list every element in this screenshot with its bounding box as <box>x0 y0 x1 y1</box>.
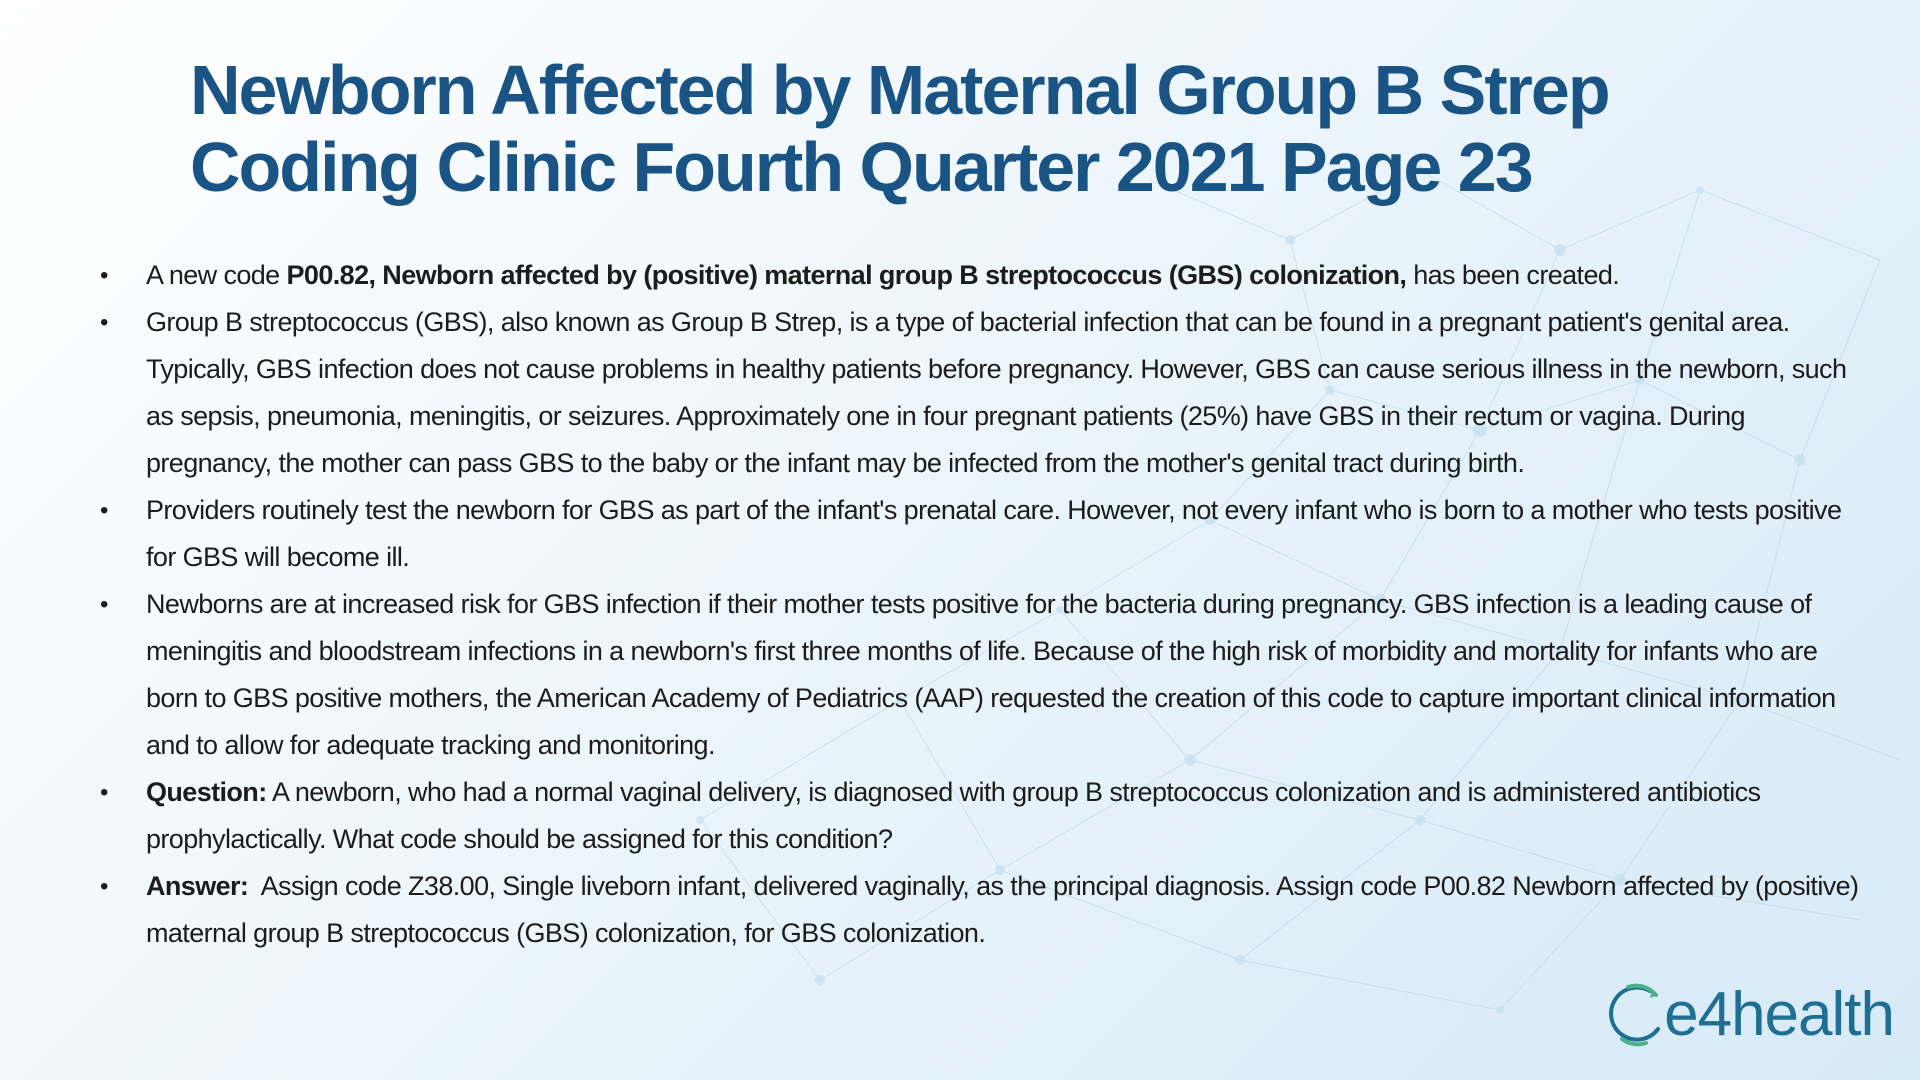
question-text: A newborn, who had a normal vaginal delivery, is diagnosed with group B streptococcus colonization and is administered antibiotics prophylactically. What code should be assigned for this condition? <box>146 777 1761 854</box>
bullet-list <box>100 252 1870 957</box>
bullet-text: Group B streptococcus (GBS), also known as Group B Strep, is a type of bacterial infection that can be found in a pregnant patient's genital area. Typically, GBS infection does not cause problems in healthy patients before pregnancy. However, GBS can cause serious illness in the newborn, such as sepsis, pneumonia, meningitis, or seizures. Approximately one in four pregnant patients (25%) have GBS in their rectum or vagina. During pregnancy, the mother can pass GBS to the baby or the infant may be infected from the mother's genital tract during birth. <box>146 307 1847 478</box>
e4health-logo <box>1606 974 1894 1054</box>
bullet-newborn-risk <box>100 581 1870 769</box>
bullet-provider-testing <box>100 487 1870 581</box>
answer-text: Assign code Z38.00, Single liveborn infant, delivered vaginally, as the principal diagnosis. Assign code P00.82 Newborn affected by (positive) maternal group B streptococcus (GBS) colonization, for GBS colonization. <box>146 871 1866 948</box>
answer-label: Answer: <box>146 871 249 901</box>
bullet-answer <box>100 863 1870 957</box>
bullet-text: Newborns are at increased risk for GBS infection if their mother tests positive for the bacteria during pregnancy. GBS infection is a leading cause of meningitis and bloodstream infections in a newborn's first three months of life. Because of the high risk of morbidity and mortality for infants who are born to GBS positive mothers, the American Academy of Pediatrics (AAP) requested the creation of this code to capture important clinical information and to allow for adequate tracking and monitoring. <box>146 589 1836 760</box>
bullet-new-code <box>100 252 1870 299</box>
bullet-gbs-definition <box>100 299 1870 487</box>
question-label: Question: <box>146 777 267 807</box>
slide-title <box>190 52 1810 206</box>
bullet-text: Providers routinely test the newborn for GBS as part of the infant's prenatal care. However, not every infant who is born to a mother who tests positive for GBS will become ill. <box>146 495 1842 572</box>
e4health-logo-arc-icon <box>1606 979 1666 1049</box>
bullet-text: A new code <box>146 260 287 290</box>
bullet-bold-text: P00.82, Newborn affected by (positive) maternal group B streptococcus (GBS) colonization, <box>286 260 1407 290</box>
bullet-text: has been created. <box>1406 260 1620 290</box>
slide-title-line-2: Coding Clinic Fourth Quarter 2021 Page 23 <box>190 128 1532 206</box>
e4health-logo-text: e4health <box>1664 979 1894 1049</box>
slide-title-line-1: Newborn Affected by Maternal Group B Strep <box>190 51 1609 129</box>
bullet-question <box>100 769 1870 863</box>
